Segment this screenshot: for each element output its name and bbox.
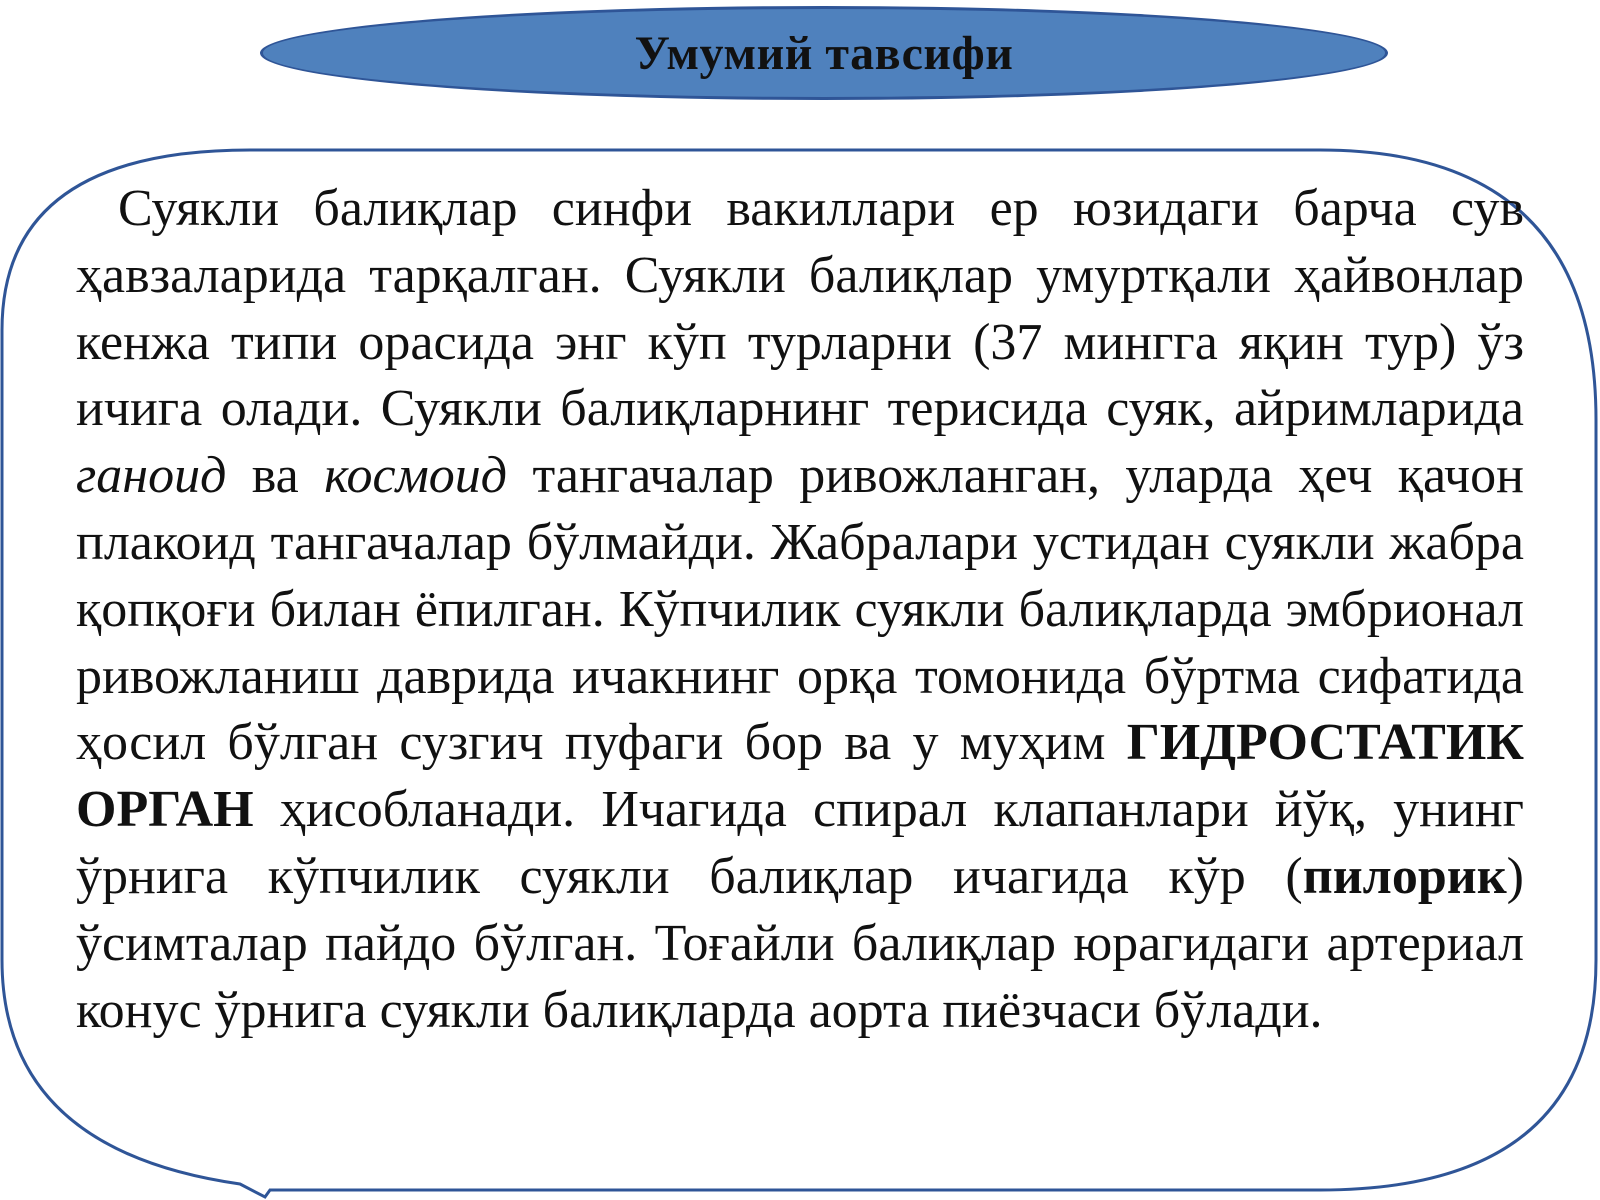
text-segment: ) ўсимталар пайдо бўлган. Тоғайли балиқлар юрагидаги артериал конус ўрнига суякли балиқларда аорта пиёзчаси бўлади.	[76, 847, 1524, 1039]
term-ganoid: ганоид	[76, 447, 227, 505]
slide-title: Умумий тавсифи	[634, 26, 1014, 80]
title-banner	[260, 6, 1388, 100]
description-paragraph	[76, 176, 1524, 1044]
term-pyloric: пилорик	[1302, 847, 1507, 905]
text-segment: ҳисобланади. Ичагида спирал клапанлари йўқ, унинг ўрнига кўпчилик суякли балиқлар ичагида кўр (	[76, 781, 1524, 905]
text-segment: Суякли балиқлар синфи вакиллари ер юзидаги барча сув ҳавзаларида тарқалган. Суякли балиқлар умуртқали ҳайвонлар кенжа типи орасида энг кўп турларни (37 мингга яқин тур) ўз ичига олади. Суякли балиқларнинг терисида суяк, айримларида	[76, 180, 1524, 438]
term-kosmoid: космоид	[324, 447, 508, 505]
text-segment: ва	[226, 447, 325, 505]
text-segment: тангачалар ривожланган, уларда ҳеч қачон плакоид тангачалар бўлмайди. Жабралари устидан суякли жабра қопқоғи билан ёпилган. Кўпчилик суякли балиқларда эмбрионал ривожланиш даврида ичакнинг орқа томонида бўртма сифатида ҳосил бўлган сузгич пуфаги бор ва у муҳим	[76, 447, 1524, 772]
term-hydrostatic-organ: ГИДРОСТАТИК ОРГАН	[76, 714, 1524, 839]
